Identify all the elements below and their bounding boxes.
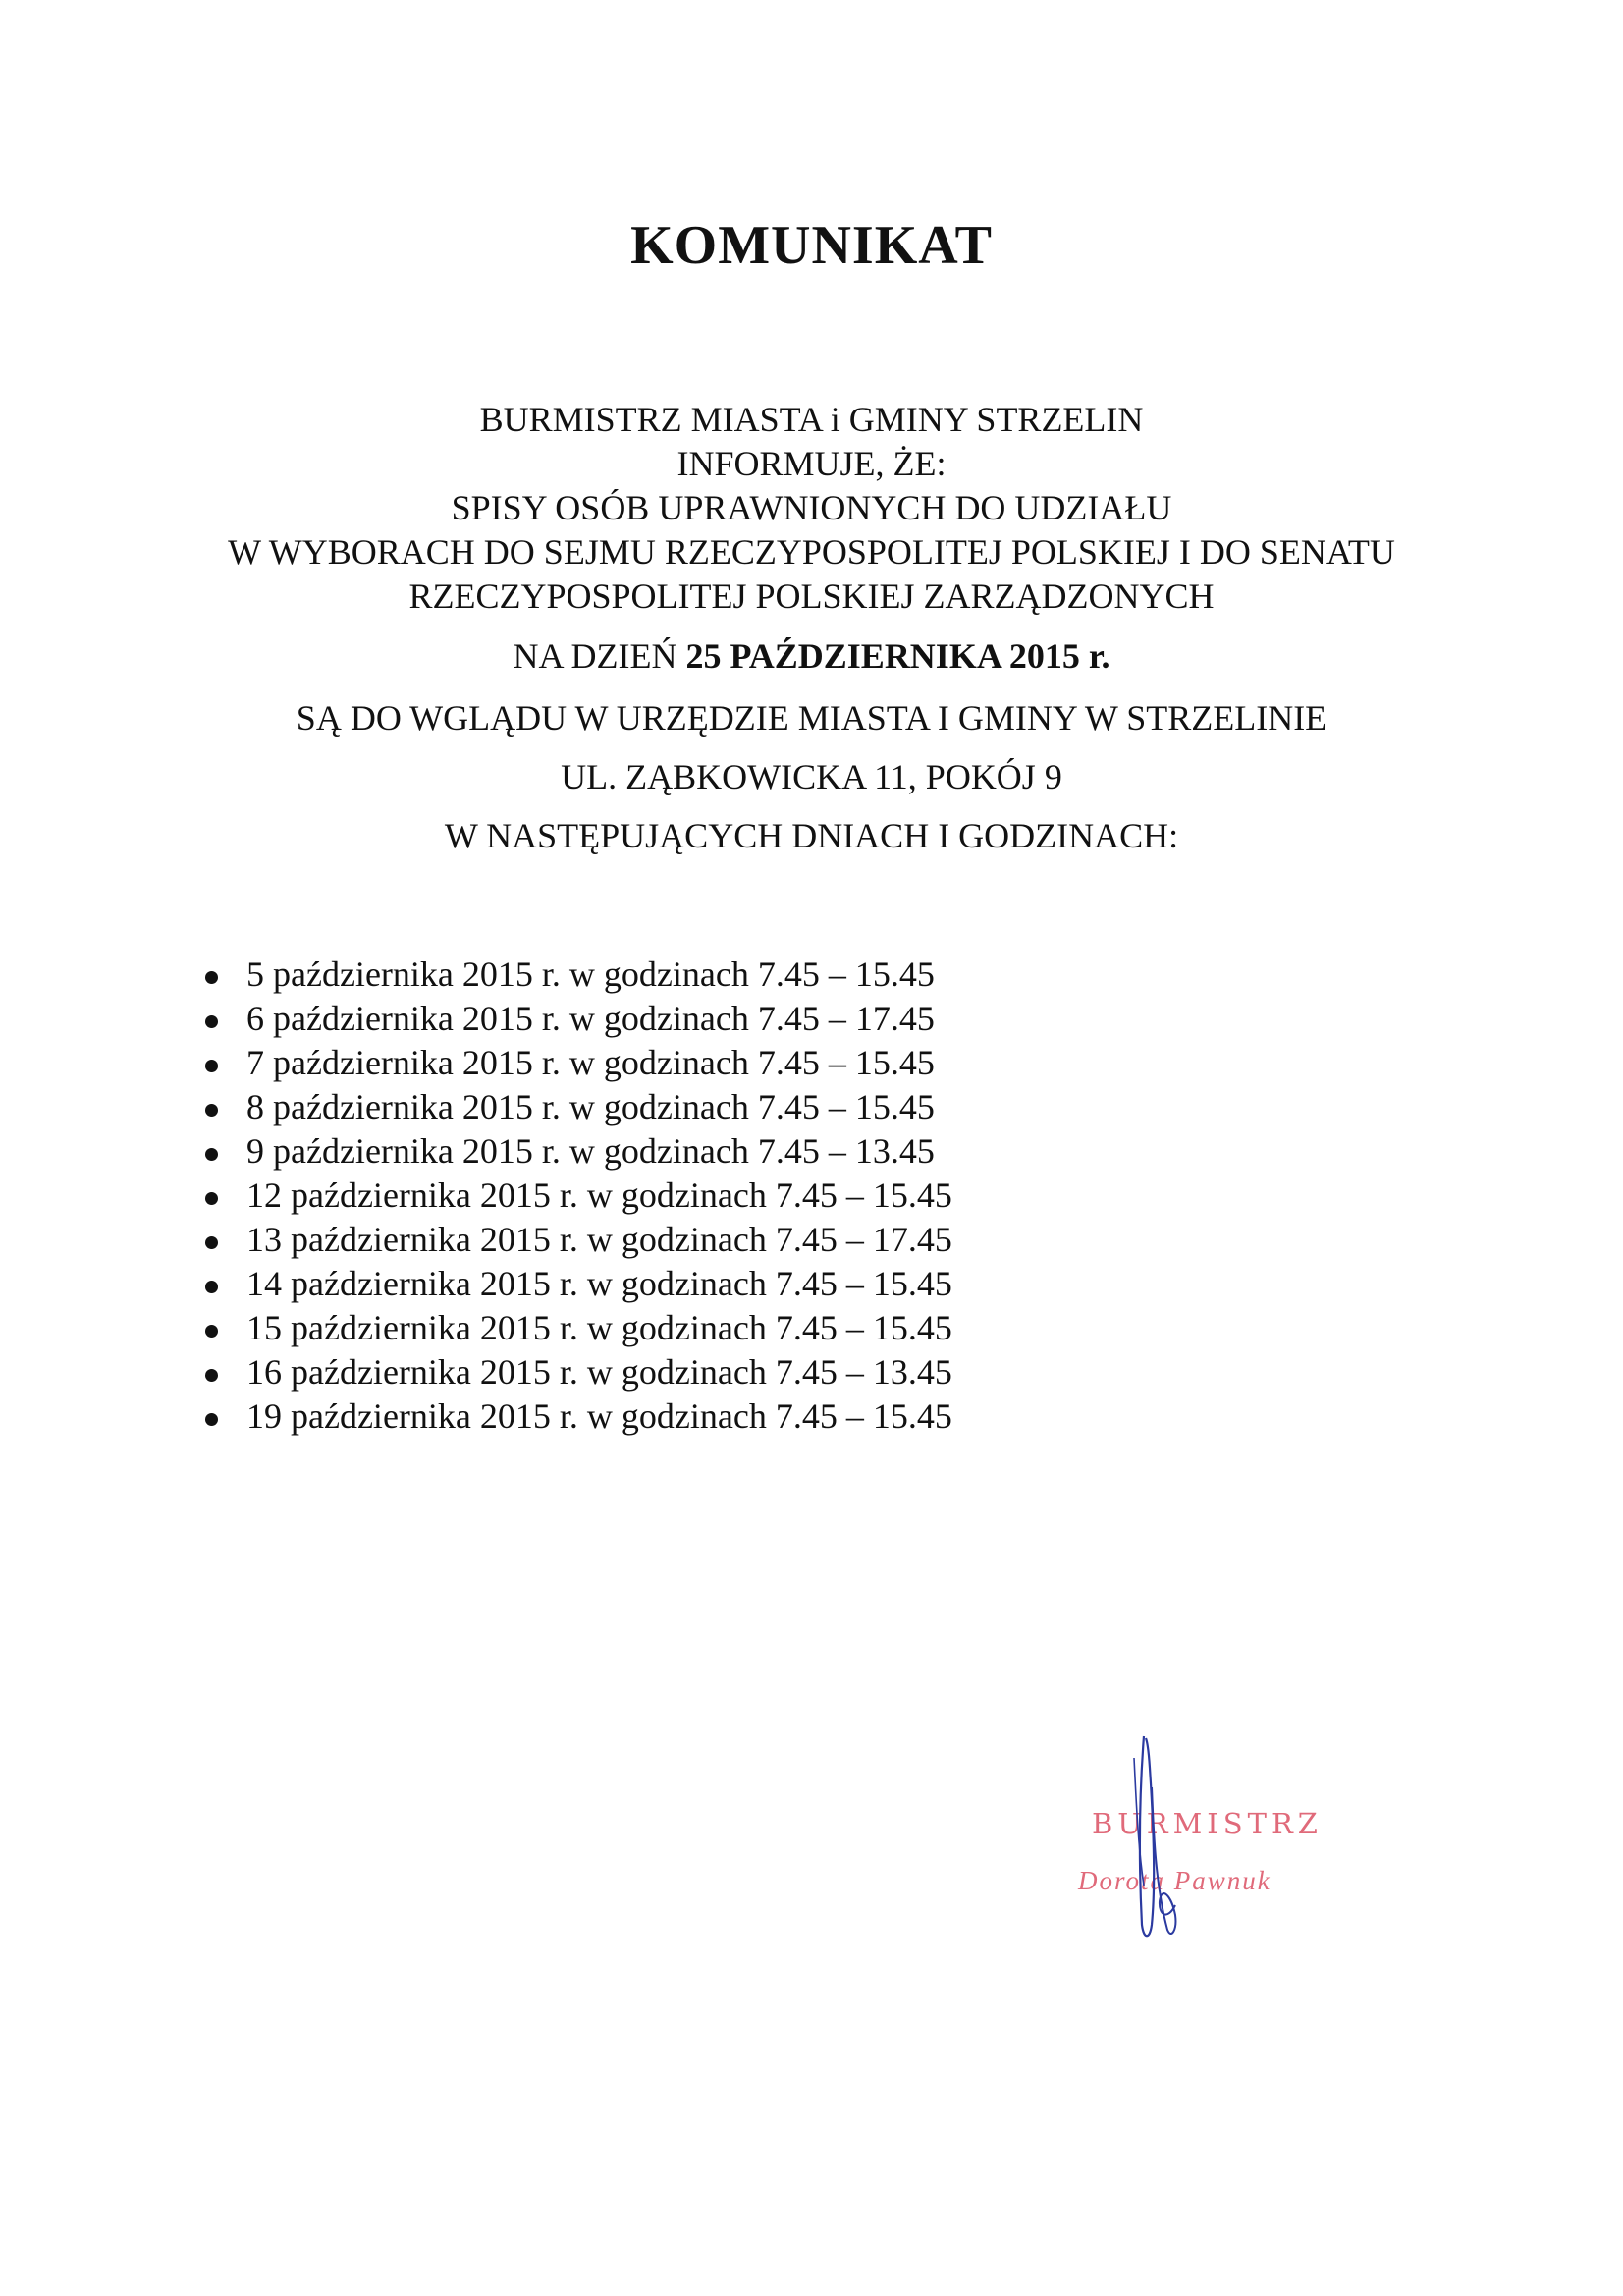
list-item <box>201 1218 952 1262</box>
header-line-9: W NASTĘPUJĄCYCH DNIACH I GODZINACH: <box>444 816 1179 855</box>
list-item <box>201 1129 952 1174</box>
date-prefix: NA DZIEŃ <box>513 636 686 676</box>
document-title: KOMUNIKAT <box>630 215 993 276</box>
header-line-address: UL. ZĄBKOWICKA 11, POKÓJ 9 <box>561 757 1062 796</box>
header-line-1: BURMISTRZ MIASTA i GMINY STRZELIN <box>479 400 1144 439</box>
schedule-text: 12 października 2015 r. w godzinach 7.45 – 15.45 <box>246 1175 952 1215</box>
schedule-text: 6 października 2015 r. w godzinach 7.45 – 17.45 <box>246 999 935 1038</box>
header-line-3: SPISY OSÓB UPRAWNIONYCH DO UDZIAŁU <box>451 488 1172 527</box>
bullet-icon <box>205 1325 218 1338</box>
schedule-text: 13 października 2015 r. w godzinach 7.45 – 17.45 <box>246 1220 952 1259</box>
bullet-icon <box>205 1281 218 1293</box>
header-line-7: SĄ DO WGLĄDU W URZĘDZIE MIASTA I GMINY W STRZELINIE <box>296 698 1327 738</box>
schedule-text: 5 października 2015 r. w godzinach 7.45 – 15.45 <box>246 955 935 994</box>
bullet-icon <box>205 1236 218 1249</box>
schedule-text: 16 października 2015 r. w godzinach 7.45 – 13.45 <box>246 1352 952 1392</box>
schedule-text: 15 października 2015 r. w godzinach 7.45 – 15.45 <box>246 1308 952 1347</box>
schedule-list <box>201 953 952 1439</box>
bullet-icon <box>205 1413 218 1426</box>
schedule-text: 9 października 2015 r. w godzinach 7.45 – 13.45 <box>246 1131 935 1171</box>
bullet-icon <box>205 1015 218 1028</box>
list-item <box>201 1394 952 1439</box>
stamp-title: BURMISTRZ <box>1092 1807 1323 1840</box>
election-date: 25 PAŹDZIERNIKA 2015 r. <box>685 636 1110 676</box>
schedule-text: 7 października 2015 r. w godzinach 7.45 – 15.45 <box>246 1043 935 1082</box>
schedule-text: 14 października 2015 r. w godzinach 7.45 – 15.45 <box>246 1264 952 1303</box>
schedule-text: 19 października 2015 r. w godzinach 7.45 – 15.45 <box>246 1396 952 1436</box>
handwritten-signature <box>1065 1728 1350 1954</box>
bullet-icon <box>205 1369 218 1382</box>
schedule-text: 8 października 2015 r. w godzinach 7.45 – 15.45 <box>246 1087 935 1126</box>
header-line-4: W WYBORACH DO SEJMU RZECZYPOSPOLITEJ POLSKIEJ I DO SENATU <box>228 532 1395 572</box>
list-item <box>201 1041 952 1085</box>
bullet-icon <box>205 1060 218 1072</box>
header-line-5: RZECZYPOSPOLITEJ POLSKIEJ ZARZĄDZONYCH <box>408 576 1215 616</box>
bullet-icon <box>205 1148 218 1161</box>
bullet-icon <box>205 1104 218 1117</box>
list-item <box>201 1350 952 1394</box>
header-line-date <box>0 638 1623 674</box>
list-item <box>201 997 952 1041</box>
list-item <box>201 953 952 997</box>
bullet-icon <box>205 1192 218 1205</box>
list-item <box>201 1262 952 1306</box>
list-item <box>201 1306 952 1350</box>
stamp-name: Dorota Pawnuk <box>1078 1866 1271 1895</box>
header-line-2: INFORMUJE, ŻE: <box>676 444 947 483</box>
list-item <box>201 1085 952 1129</box>
list-item <box>201 1174 952 1218</box>
official-stamp <box>1065 1728 1350 1954</box>
bullet-icon <box>205 971 218 984</box>
